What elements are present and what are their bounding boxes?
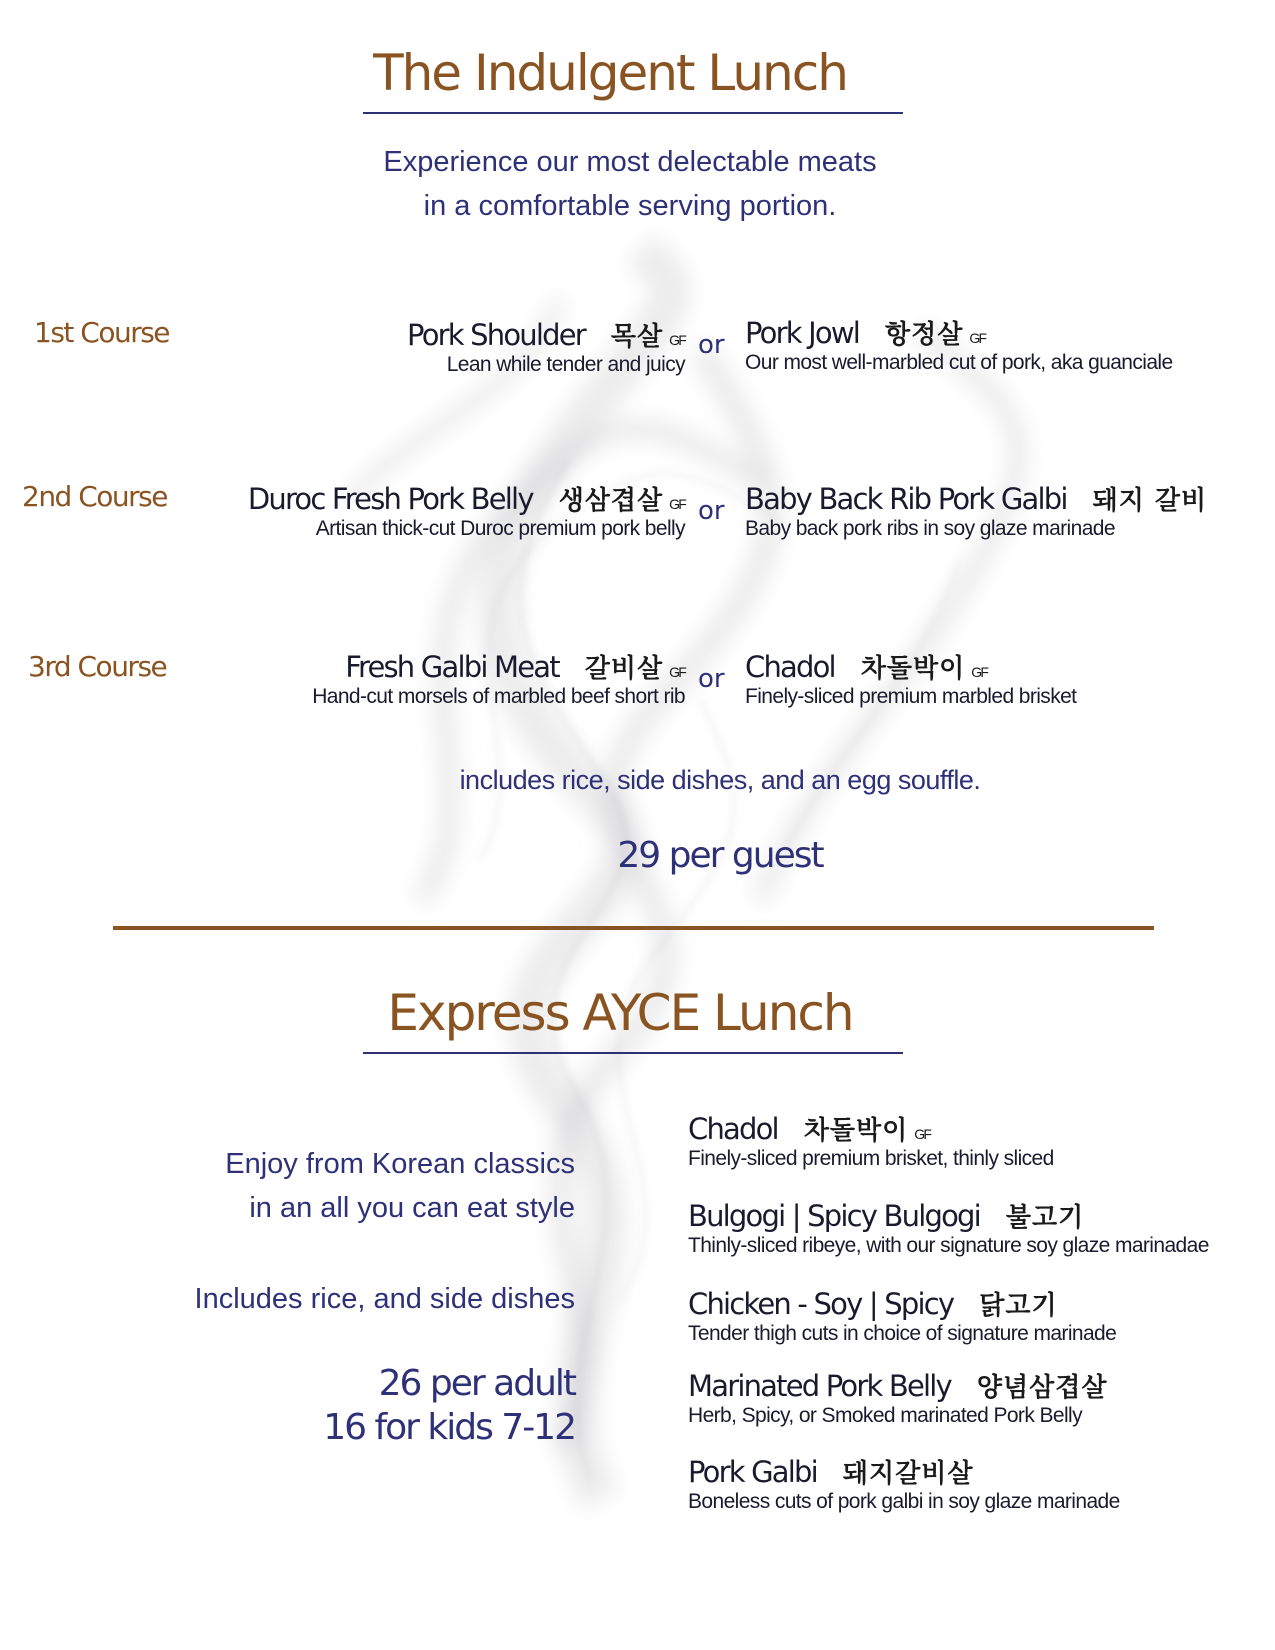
course-2-left-korean: 생삼겹살	[558, 486, 664, 516]
course-2-right-item	[745, 480, 1213, 541]
express-item-2-korean: 불고기	[1005, 1203, 1085, 1233]
course-3-left-desc: Hand-cut morsels of marbled beef short rib	[312, 685, 685, 708]
express-item-2-desc: Thinly-sliced ribeye, with our signature soy glaze marinadae	[688, 1234, 1209, 1257]
course-1-label: 1st Course	[34, 316, 170, 349]
course-2-label: 2nd Course	[22, 480, 167, 513]
course-2-left-name: Duroc Fresh Pork Belly	[247, 482, 533, 516]
course-2-right-name: Baby Back Rib Pork Galbi	[745, 482, 1067, 516]
express-item-4-name: Marinated Pork Belly	[688, 1369, 951, 1403]
course-1-left-korean: 목살	[610, 322, 664, 352]
course-3-right-item	[745, 648, 1076, 709]
course-1-right-korean: 항정살	[885, 320, 964, 350]
gf-badge: GF	[669, 496, 685, 512]
course-3-left-name: Fresh Galbi Meat	[345, 650, 559, 684]
course-1-right-name: Pork Jowl	[745, 316, 860, 350]
express-price-kids: 16 for kids 7-12	[323, 1407, 575, 1448]
indulgent-intro	[330, 140, 930, 228]
express-item-1-korean: 차돌박이	[803, 1116, 909, 1146]
express-item-3	[688, 1285, 1116, 1346]
course-3-left-korean: 갈비살	[584, 654, 664, 684]
course-2-or: or	[698, 496, 725, 526]
section-divider	[113, 926, 1154, 930]
gf-badge: GF	[669, 664, 685, 680]
express-item-4	[688, 1367, 1108, 1428]
gf-badge: GF	[971, 664, 988, 680]
express-intro	[180, 1142, 575, 1230]
express-item-3-korean: 닭고기	[979, 1291, 1058, 1321]
indulgent-includes: includes rice, side dishes, and an egg souffle.	[459, 765, 981, 795]
course-1-right-item	[745, 314, 1173, 375]
course-3-label: 3rd Course	[28, 650, 167, 683]
indulgent-intro-line2: in a comfortable serving portion.	[423, 190, 837, 222]
express-item-1-name: Chadol	[688, 1112, 778, 1146]
express-intro-line1: Enjoy from Korean classics	[225, 1148, 575, 1180]
course-1-right-desc: Our most well-marbled cut of pork, aka guanciale	[745, 351, 1173, 374]
express-item-3-name: Chicken - Soy | Spicy	[688, 1287, 954, 1321]
indulgent-title: The Indulgent Lunch	[373, 44, 847, 102]
gf-badge: GF	[914, 1126, 931, 1142]
express-prices	[180, 1362, 575, 1450]
indulgent-title-underline	[363, 112, 903, 114]
express-item-4-korean: 양념삼겹살	[976, 1373, 1108, 1403]
express-item-5-desc: Boneless cuts of pork galbi in soy glaze marinade	[688, 1490, 1120, 1513]
course-3-right-desc: Finely-sliced premium marbled brisket	[745, 685, 1077, 708]
express-item-1	[688, 1110, 1054, 1171]
course-2-left-desc: Artisan thick-cut Duroc premium pork belly	[315, 517, 685, 540]
course-1-or: or	[698, 330, 725, 360]
course-2-left-item	[185, 480, 685, 541]
indulgent-intro-line1: Experience our most delectable meats	[383, 146, 877, 178]
express-item-5	[688, 1453, 1120, 1514]
express-includes: Includes rice, and side dishes	[194, 1283, 575, 1315]
express-item-5-korean: 돼지갈비살	[842, 1459, 974, 1489]
gf-badge: GF	[669, 332, 685, 348]
express-price-adult: 26 per adult	[378, 1363, 575, 1404]
express-item-3-desc: Tender thigh cuts in choice of signature marinade	[688, 1322, 1117, 1345]
course-3-left-item	[250, 648, 685, 709]
express-title-underline	[363, 1052, 903, 1054]
express-item-1-desc: Finely-sliced premium brisket, thinly sliced	[688, 1147, 1054, 1170]
express-title: Express AYCE Lunch	[387, 984, 853, 1042]
indulgent-price: 29 per guest	[617, 835, 823, 876]
course-1-left-desc: Lean while tender and juicy	[446, 353, 685, 376]
course-2-right-korean: 돼지 갈비	[1092, 486, 1208, 516]
express-item-4-desc: Herb, Spicy, or Smoked marinated Pork Belly	[688, 1404, 1082, 1427]
course-1-left-item	[300, 316, 685, 377]
express-intro-line2: in an all you can eat style	[249, 1192, 575, 1224]
express-item-5-name: Pork Galbi	[688, 1455, 817, 1489]
gf-badge: GF	[969, 330, 986, 346]
course-1-left-name: Pork Shoulder	[407, 318, 585, 352]
course-3-right-korean: 차돌박이	[860, 654, 966, 684]
express-item-2	[688, 1197, 1209, 1258]
course-3-or: or	[698, 664, 725, 694]
course-3-right-name: Chadol	[745, 650, 835, 684]
course-2-right-desc: Baby back pork ribs in soy glaze marinade	[745, 517, 1115, 540]
express-item-2-name: Bulgogi | Spicy Bulgogi	[688, 1199, 980, 1233]
